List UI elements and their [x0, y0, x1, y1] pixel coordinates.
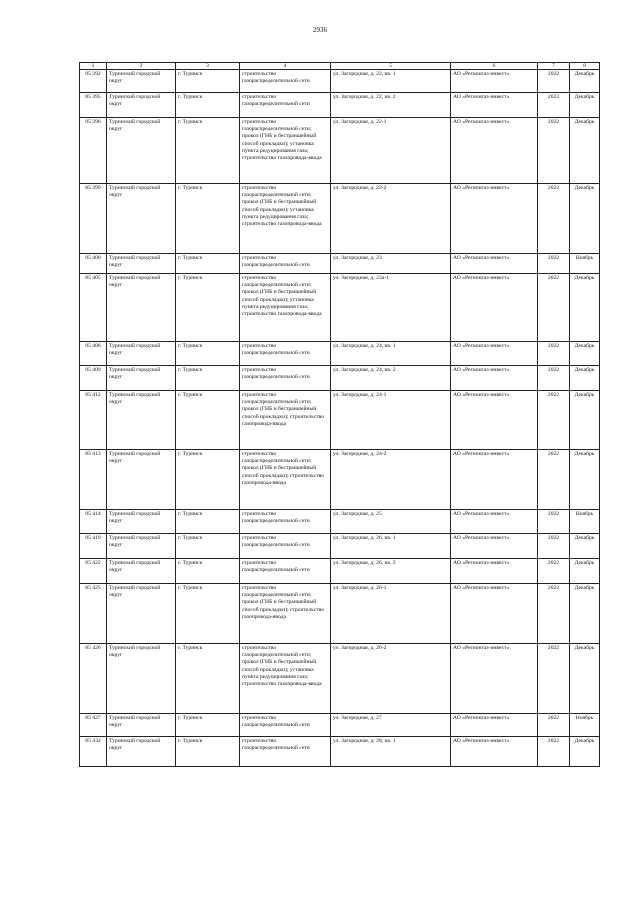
row-number: 85 405 — [80, 274, 107, 342]
address-cell: ул. Загородная, д. 27 — [331, 714, 451, 737]
district-cell: Туринский городской округ — [107, 559, 176, 584]
row-number: 85 395 — [80, 93, 107, 118]
table-row — [80, 510, 600, 534]
district-cell: Туринский городской округ — [107, 184, 176, 254]
city-cell: г. Туринск — [176, 93, 240, 118]
work-cell: строительство газораспределительной сети; прокол (ГНБ и бестраншейный способ прокладки); установка пункта редуцирования газа; строительство газопровода-ввода — [240, 274, 331, 342]
district-cell: Туринский городской округ — [107, 118, 176, 184]
row-number: 85 413 — [80, 450, 107, 510]
work-cell: строительство газораспределительной сети — [240, 254, 331, 274]
column-number: 7 — [538, 63, 570, 70]
organization-cell: АО «Регионгаз-инвест» — [451, 254, 538, 274]
work-cell: строительство газораспределительной сети — [240, 342, 331, 366]
month-cell: Ноябрь — [570, 714, 600, 737]
address-cell: ул. Загородная, д. 28, кв. 1 — [331, 737, 451, 767]
address-cell: ул. Загородная, д. 26, кв. 1 — [331, 534, 451, 559]
table-row — [80, 274, 600, 342]
row-number: 85 399 — [80, 184, 107, 254]
year-cell: 2022 — [538, 184, 570, 254]
year-cell: 2022 — [538, 274, 570, 342]
month-cell: Декабрь — [570, 559, 600, 584]
work-cell: строительство газораспределительной сети; прокол (ГНБ и бестраншейный способ прокладки); установка пункта редуцирования газа; строительство газопровода-ввода — [240, 644, 331, 714]
year-cell: 2022 — [538, 366, 570, 391]
year-cell: 2022 — [538, 93, 570, 118]
district-cell: Туринский городской округ — [107, 644, 176, 714]
city-cell: г. Туринск — [176, 366, 240, 391]
year-cell: 2022 — [538, 584, 570, 644]
month-cell: Декабрь — [570, 644, 600, 714]
year-cell: 2022 — [538, 254, 570, 274]
year-cell: 2022 — [538, 391, 570, 450]
column-number: 4 — [240, 63, 331, 70]
district-cell: Туринский городской округ — [107, 510, 176, 534]
row-number: 85 419 — [80, 534, 107, 559]
table-row — [80, 184, 600, 254]
work-cell: строительство газораспределительной сети — [240, 559, 331, 584]
month-cell: Декабрь — [570, 534, 600, 559]
year-cell: 2022 — [538, 559, 570, 584]
work-cell: строительство газораспределительной сети — [240, 70, 331, 93]
row-number: 85 426 — [80, 644, 107, 714]
year-cell: 2022 — [538, 737, 570, 767]
month-cell: Декабрь — [570, 584, 600, 644]
city-cell: г. Туринск — [176, 184, 240, 254]
city-cell: г. Туринск — [176, 274, 240, 342]
organization-cell: АО «Регионгаз-инвест» — [451, 391, 538, 450]
organization-cell: АО «Регионгаз-инвест» — [451, 366, 538, 391]
row-number: 85 400 — [80, 254, 107, 274]
row-number: 85 409 — [80, 366, 107, 391]
month-cell: Декабрь — [570, 366, 600, 391]
organization-cell: АО «Регионгаз-инвест» — [451, 184, 538, 254]
district-cell: Туринский городской округ — [107, 93, 176, 118]
district-cell: Туринский городской округ — [107, 254, 176, 274]
table-row — [80, 737, 600, 767]
organization-cell: АО «Регионгаз-инвест» — [451, 559, 538, 584]
year-cell: 2022 — [538, 534, 570, 559]
work-cell: строительство газораспределительной сети; прокол (ГНБ и бестраншейный способ прокладки); строительство газопровода-ввода — [240, 584, 331, 644]
address-cell: ул. Загородная, д. 22, кв. 2 — [331, 93, 451, 118]
organization-cell: АО «Регионгаз-инвест» — [451, 93, 538, 118]
work-cell: строительство газораспределительной сети — [240, 737, 331, 767]
month-cell: Декабрь — [570, 70, 600, 93]
district-cell: Туринский городской округ — [107, 534, 176, 559]
column-number: 2 — [107, 63, 176, 70]
city-cell: г. Туринск — [176, 534, 240, 559]
organization-cell: АО «Регионгаз-инвест» — [451, 118, 538, 184]
row-number: 85 392 — [80, 70, 107, 93]
organization-cell: АО «Регионгаз-инвест» — [451, 737, 538, 767]
city-cell: г. Туринск — [176, 714, 240, 737]
organization-cell: АО «Регионгаз-инвест» — [451, 534, 538, 559]
table-row — [80, 584, 600, 644]
row-number: 85 432 — [80, 737, 107, 767]
address-cell: ул. Загородная, д. 26-2 — [331, 644, 451, 714]
address-cell: ул. Загородная, д. 23а-1 — [331, 274, 451, 342]
work-cell: строительство газораспределительной сети; прокол (ГНБ и бестраншейный способ прокладки); установка пункта редуцирования газа; строительство газопровода-ввода — [240, 184, 331, 254]
city-cell: г. Туринск — [176, 450, 240, 510]
district-cell: Туринский городской округ — [107, 737, 176, 767]
address-cell: ул. Загородная, д. 23 — [331, 254, 451, 274]
table-row — [80, 644, 600, 714]
district-cell: Туринский городской округ — [107, 342, 176, 366]
organization-cell: АО «Регионгаз-инвест» — [451, 274, 538, 342]
year-cell: 2022 — [538, 510, 570, 534]
city-cell: г. Туринск — [176, 118, 240, 184]
table-row — [80, 450, 600, 510]
month-cell: Декабрь — [570, 184, 600, 254]
month-cell: Ноябрь — [570, 254, 600, 274]
month-cell: Декабрь — [570, 737, 600, 767]
column-number: 1 — [80, 63, 107, 70]
column-number-row — [80, 63, 600, 70]
month-cell: Декабрь — [570, 342, 600, 366]
column-number: 8 — [570, 63, 600, 70]
row-number: 85 422 — [80, 559, 107, 584]
work-cell: строительство газораспределительной сети — [240, 366, 331, 391]
year-cell: 2022 — [538, 714, 570, 737]
year-cell: 2022 — [538, 644, 570, 714]
address-cell: ул. Загородная, д. 24, кв. 1 — [331, 342, 451, 366]
organization-cell: АО «Регионгаз-инвест» — [451, 70, 538, 93]
row-number: 85 396 — [80, 118, 107, 184]
table-row — [80, 342, 600, 366]
address-cell: ул. Загородная, д. 24-1 — [331, 391, 451, 450]
work-cell: строительство газораспределительной сети; прокол (ГНБ и бестраншейный способ прокладки); установка пункта редуцирования газа; строительство газопровода-ввода — [240, 118, 331, 184]
work-cell: строительство газораспределительной сети; прокол (ГНБ и бестраншейный способ прокладки); строительство газопровода-ввода — [240, 391, 331, 450]
city-cell: г. Туринск — [176, 391, 240, 450]
city-cell: г. Туринск — [176, 559, 240, 584]
organization-cell: АО «Регионгаз-инвест» — [451, 714, 538, 737]
city-cell: г. Туринск — [176, 737, 240, 767]
address-cell: ул. Загородная, д. 22-2 — [331, 184, 451, 254]
table-row — [80, 534, 600, 559]
work-cell: строительство газораспределительной сети — [240, 510, 331, 534]
page-number: 2936 — [313, 26, 327, 34]
column-number: 6 — [451, 63, 538, 70]
row-number: 85 414 — [80, 510, 107, 534]
row-number: 85 425 — [80, 584, 107, 644]
table-row — [80, 118, 600, 184]
address-cell: ул. Загородная, д. 24, кв. 2 — [331, 366, 451, 391]
city-cell: г. Туринск — [176, 510, 240, 534]
organization-cell: АО «Регионгаз-инвест» — [451, 644, 538, 714]
district-cell: Туринский городской округ — [107, 584, 176, 644]
address-cell: ул. Загородная, д. 26, кв. 2 — [331, 559, 451, 584]
address-cell: ул. Загородная, д. 22, кв. 1 — [331, 70, 451, 93]
address-cell: ул. Загородная, д. 24-2 — [331, 450, 451, 510]
table-row — [80, 254, 600, 274]
address-cell: ул. Загородная, д. 25 — [331, 510, 451, 534]
year-cell: 2022 — [538, 342, 570, 366]
work-cell: строительство газораспределительной сети — [240, 714, 331, 737]
district-cell: Туринский городской округ — [107, 450, 176, 510]
city-cell: г. Туринск — [176, 584, 240, 644]
district-cell: Туринский городской округ — [107, 70, 176, 93]
year-cell: 2022 — [538, 450, 570, 510]
address-cell: ул. Загородная, д. 22-1 — [331, 118, 451, 184]
column-number: 5 — [331, 63, 451, 70]
year-cell: 2022 — [538, 70, 570, 93]
month-cell: Ноябрь — [570, 510, 600, 534]
address-cell: ул. Загородная, д. 26-1 — [331, 584, 451, 644]
row-number: 85 406 — [80, 342, 107, 366]
organization-cell: АО «Регионгаз-инвест» — [451, 450, 538, 510]
table-row — [80, 366, 600, 391]
district-cell: Туринский городской округ — [107, 714, 176, 737]
month-cell: Декабрь — [570, 450, 600, 510]
work-cell: строительство газораспределительной сети — [240, 534, 331, 559]
work-cell: строительство газораспределительной сети; прокол (ГНБ и бестраншейный способ прокладки); строительство газопровода-ввода — [240, 450, 331, 510]
district-cell: Туринский городской округ — [107, 366, 176, 391]
table-row — [80, 559, 600, 584]
month-cell: Декабрь — [570, 274, 600, 342]
table-row — [80, 714, 600, 737]
table-row — [80, 391, 600, 450]
city-cell: г. Туринск — [176, 70, 240, 93]
month-cell: Декабрь — [570, 391, 600, 450]
organization-cell: АО «Регионгаз-инвест» — [451, 510, 538, 534]
city-cell: г. Туринск — [176, 254, 240, 274]
year-cell: 2022 — [538, 118, 570, 184]
month-cell: Декабрь — [570, 93, 600, 118]
organization-cell: АО «Регионгаз-инвест» — [451, 342, 538, 366]
city-cell: г. Туринск — [176, 342, 240, 366]
column-number: 3 — [176, 63, 240, 70]
work-cell: строительство газораспределительной сети — [240, 93, 331, 118]
register-table — [79, 62, 600, 767]
row-number: 85 427 — [80, 714, 107, 737]
district-cell: Туринский городской округ — [107, 391, 176, 450]
table-row — [80, 93, 600, 118]
organization-cell: АО «Регионгаз-инвест» — [451, 584, 538, 644]
row-number: 85 412 — [80, 391, 107, 450]
table-row — [80, 70, 600, 93]
month-cell: Декабрь — [570, 118, 600, 184]
city-cell: г. Туринск — [176, 644, 240, 714]
district-cell: Туринский городской округ — [107, 274, 176, 342]
